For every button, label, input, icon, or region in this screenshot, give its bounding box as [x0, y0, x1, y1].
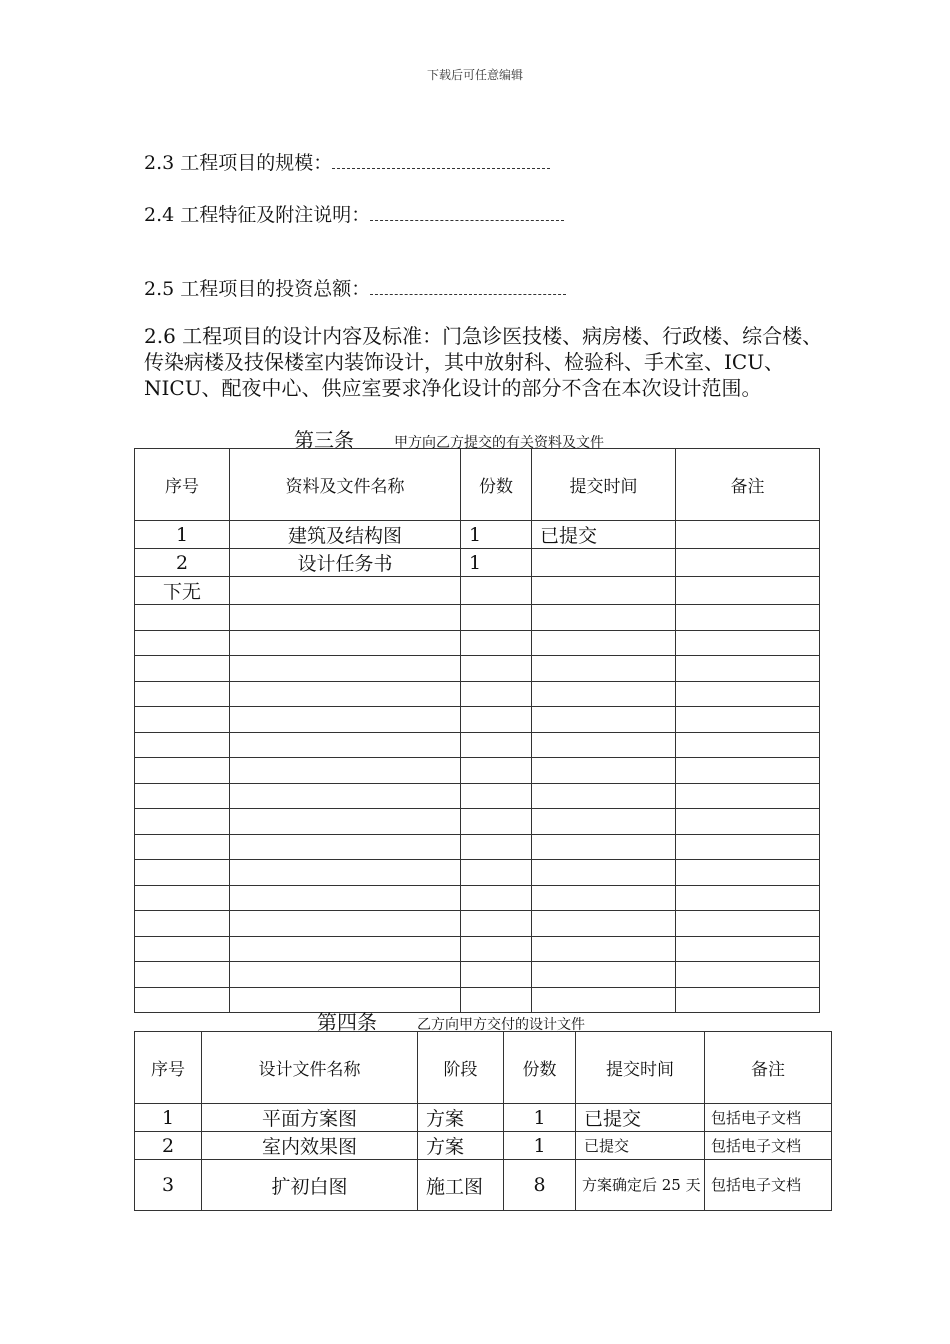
table-cell	[230, 860, 461, 886]
table-cell: 方案	[418, 1132, 504, 1160]
table-cell	[676, 834, 820, 860]
table-cell	[532, 911, 676, 937]
table-cell	[135, 732, 230, 758]
table-row	[135, 707, 820, 733]
table-cell	[532, 936, 676, 962]
table-cell	[135, 783, 230, 809]
table-cell	[676, 962, 820, 988]
table-cell	[532, 885, 676, 911]
table-cell	[135, 656, 230, 682]
table-cell	[676, 577, 820, 605]
table-cell	[230, 758, 461, 784]
table-cell	[532, 732, 676, 758]
table-cell	[135, 860, 230, 886]
table-row	[135, 936, 820, 962]
table-cell: 1	[504, 1132, 576, 1160]
table-cell: 1	[135, 1104, 202, 1132]
table-cell	[135, 758, 230, 784]
table-row	[135, 549, 820, 577]
table-cell	[676, 681, 820, 707]
header-cell: 提交时间	[532, 449, 676, 521]
table-row	[135, 809, 820, 835]
table-cell	[135, 681, 230, 707]
table-cell	[676, 707, 820, 733]
table-cell: 8	[504, 1160, 576, 1211]
table-cell: 1	[504, 1104, 576, 1132]
table-cell	[230, 962, 461, 988]
header-cell: 备注	[676, 449, 820, 521]
table-cell	[532, 707, 676, 733]
table-cell	[135, 630, 230, 656]
table-cell	[676, 783, 820, 809]
header-cell: 份数	[461, 449, 532, 521]
table-row	[135, 885, 820, 911]
table-row	[135, 834, 820, 860]
table-cell: 1	[461, 549, 532, 577]
table-cell	[532, 630, 676, 656]
table-cell	[230, 605, 461, 631]
table-cell	[230, 783, 461, 809]
table-cell: 室内效果图	[202, 1132, 418, 1160]
header-cell: 备注	[705, 1032, 832, 1104]
article-4-number: 第四条	[317, 1010, 377, 1034]
table-cell: 扩初白图	[202, 1160, 418, 1211]
table-cell	[676, 936, 820, 962]
clause-2-5-text: 2.5 工程项目的投资总额：	[144, 278, 371, 300]
table-cell	[230, 707, 461, 733]
table-cell	[676, 885, 820, 911]
table-cell	[461, 707, 532, 733]
header-cell: 份数	[504, 1032, 576, 1104]
header-cell: 提交时间	[576, 1032, 705, 1104]
table-cell	[676, 732, 820, 758]
table-cell	[676, 656, 820, 682]
table-cell	[676, 605, 820, 631]
table-cell	[676, 549, 820, 577]
header-cell: 阶段	[418, 1032, 504, 1104]
table-cell	[230, 936, 461, 962]
article-3-table	[134, 448, 820, 1013]
table-cell: 2	[135, 549, 230, 577]
table-cell: 1	[461, 521, 532, 549]
table-cell	[230, 681, 461, 707]
article-4-title: 乙方向甲方交付的设计文件	[417, 1017, 585, 1033]
table-cell: 已提交	[576, 1104, 705, 1132]
table-cell	[135, 707, 230, 733]
table-row	[135, 681, 820, 707]
table-cell	[461, 656, 532, 682]
table-cell	[461, 681, 532, 707]
table-cell	[461, 758, 532, 784]
clause-2-5	[144, 274, 566, 301]
table-row	[135, 1132, 832, 1160]
table-cell	[532, 834, 676, 860]
table-cell: 施工图	[418, 1160, 504, 1211]
table-cell	[461, 911, 532, 937]
table-cell: 方案确定后 25 天	[576, 1160, 705, 1211]
table-cell	[135, 885, 230, 911]
table-cell	[135, 834, 230, 860]
table-cell	[532, 656, 676, 682]
table-cell: 包括电子文档	[705, 1160, 832, 1211]
table-row	[135, 1160, 832, 1211]
table-cell	[230, 577, 461, 605]
table-row	[135, 521, 820, 549]
table-cell	[461, 577, 532, 605]
table-cell	[135, 962, 230, 988]
table-row	[135, 605, 820, 631]
table-cell	[461, 809, 532, 835]
table-cell: 3	[135, 1160, 202, 1211]
table-cell: 2	[135, 1132, 202, 1160]
table-cell	[532, 681, 676, 707]
clause-2-4	[144, 200, 564, 227]
blank-line	[332, 166, 550, 169]
header-cell: 设计文件名称	[202, 1032, 418, 1104]
table-cell: 设计任务书	[230, 549, 461, 577]
table-row	[135, 656, 820, 682]
table-cell: 平面方案图	[202, 1104, 418, 1132]
article-4-table	[134, 1031, 832, 1211]
table-cell	[532, 962, 676, 988]
table-cell	[532, 605, 676, 631]
clause-2-4-text: 2.4 工程特征及附注说明：	[144, 204, 371, 226]
table-cell	[461, 860, 532, 886]
table-cell	[461, 962, 532, 988]
table-cell	[676, 758, 820, 784]
article-3-number: 第三条	[294, 428, 354, 452]
table-row	[135, 783, 820, 809]
header-cell: 序号	[135, 1032, 202, 1104]
table-cell	[461, 605, 532, 631]
blank-line	[370, 292, 566, 295]
table-row	[135, 911, 820, 937]
table-cell	[135, 605, 230, 631]
table-cell: 方案	[418, 1104, 504, 1132]
table-cell: 已提交	[532, 521, 676, 549]
table-cell	[135, 987, 230, 1013]
table-cell	[532, 577, 676, 605]
table-cell	[230, 809, 461, 835]
table-cell	[461, 630, 532, 656]
table-cell: 下无	[135, 577, 230, 605]
clause-2-3	[144, 148, 550, 175]
table-cell	[230, 911, 461, 937]
table-cell	[230, 885, 461, 911]
header-cell: 资料及文件名称	[230, 449, 461, 521]
header-note: 下载后可任意编辑	[426, 68, 523, 82]
table-row	[135, 1104, 832, 1132]
table-cell	[676, 809, 820, 835]
table-cell	[461, 885, 532, 911]
table-cell	[461, 732, 532, 758]
table-header-row	[135, 1032, 832, 1104]
table-row	[135, 732, 820, 758]
table-cell	[135, 911, 230, 937]
table-row	[135, 577, 820, 605]
table-cell	[230, 732, 461, 758]
table-cell	[532, 549, 676, 577]
table-row	[135, 860, 820, 886]
table-cell	[676, 987, 820, 1013]
header-cell: 序号	[135, 449, 230, 521]
table-cell	[676, 860, 820, 886]
table-cell: 建筑及结构图	[230, 521, 461, 549]
table-cell: 已提交	[576, 1132, 705, 1160]
table-cell	[532, 809, 676, 835]
table-cell: 包括电子文档	[705, 1104, 832, 1132]
table-cell: 包括电子文档	[705, 1132, 832, 1160]
table-cell	[135, 809, 230, 835]
table-row	[135, 962, 820, 988]
table-header-row	[135, 449, 820, 521]
article-3-title: 甲方向乙方提交的有关资料及文件	[394, 435, 604, 451]
blank-line	[370, 218, 564, 221]
table-cell	[230, 834, 461, 860]
table-cell	[532, 758, 676, 784]
table-cell	[461, 783, 532, 809]
table-row	[135, 630, 820, 656]
table-cell	[676, 521, 820, 549]
clause-2-6: 2.6 工程项目的设计内容及标准：门急诊医技楼、病房楼、行政楼、综合楼、传染病楼及技保楼室内装饰设计，其中放射科、检验科、手术室、ICU、NICU、配夜中心、供应室要求净化设计的部分不含在本次设计范围。	[144, 324, 823, 400]
clause-2-3-text: 2.3 工程项目的规模：	[144, 152, 333, 174]
table-cell: 1	[135, 521, 230, 549]
table-row	[135, 758, 820, 784]
table-cell	[461, 936, 532, 962]
table-cell	[676, 911, 820, 937]
table-cell	[230, 656, 461, 682]
table-cell	[676, 630, 820, 656]
table-cell	[230, 630, 461, 656]
table-cell	[461, 834, 532, 860]
table-cell	[532, 860, 676, 886]
table-cell	[532, 783, 676, 809]
table-cell	[135, 936, 230, 962]
